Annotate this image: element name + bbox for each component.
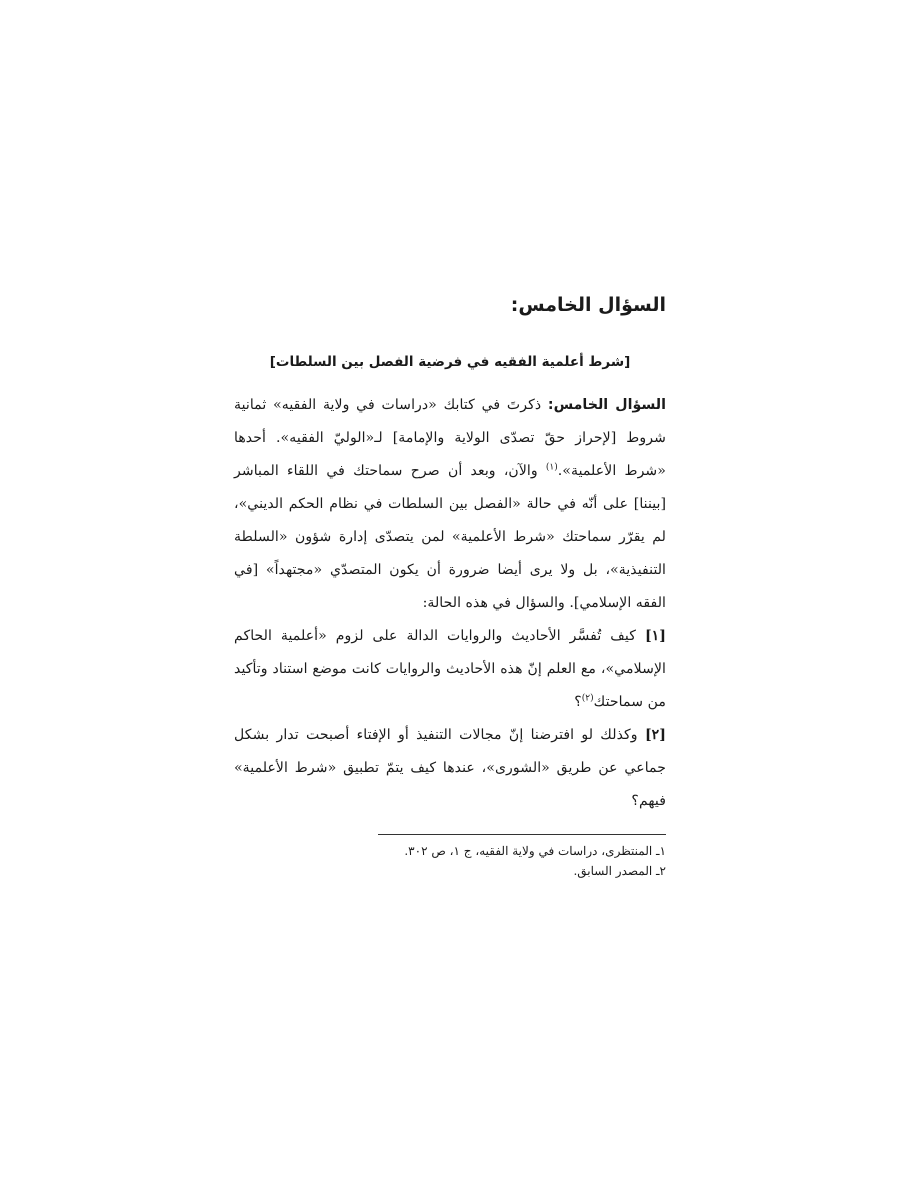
paragraph-question-intro bbox=[234, 389, 666, 620]
paragraph-text: وكذلك لو افترضنا إنّ مجالات التنفيذ أو الإفتاء أصبحت تدار بشكل جماعي عن طريق «الشورى»، عندها كيف يتمّ تطبيق «شرط الأعلمية» فيهم؟ bbox=[234, 727, 666, 810]
section-subtitle: [شرط أعلمية الفقيه في فرضية الفصل بين السلطات] bbox=[269, 353, 631, 370]
paragraph-lead: السؤال الخامس: bbox=[547, 397, 666, 414]
footnote-1: ١ـ المنتظرى، دراسات في ولاية الفقيه، ج ١، ص ٣٠٢. bbox=[404, 844, 666, 859]
point-number: [١] bbox=[644, 628, 666, 645]
paragraph-text: ؟ bbox=[574, 694, 582, 711]
book-page bbox=[234, 280, 666, 881]
footnote-2: ٢ـ المصدر السابق. bbox=[573, 864, 666, 879]
footnote-ref-1[interactable]: (١) bbox=[545, 462, 558, 473]
paragraph-text: كيف تُفسَّر الأحاديث والروايات الدالة على لزوم «أعلمية الحاكم الإسلامي»، مع العلم إنّ هذه الأحاديث والروايات كانت موضع استناد وتأكيد من سماحتك bbox=[234, 628, 666, 711]
footnotes bbox=[234, 841, 666, 881]
paragraph-point-2 bbox=[234, 719, 666, 818]
paragraph-point-1 bbox=[234, 620, 666, 719]
chapter-title: السؤال الخامس: bbox=[510, 294, 666, 316]
footnote-ref-2[interactable]: (٢) bbox=[581, 693, 594, 704]
paragraph-text: ذكرتَ في كتابك «دراسات في ولاية الفقيه» ثمانية شروط [لإحراز حقّ تصدّى الولاية والإمامة] لـ«الوليّ الفقيه». أحدها «شرط الأعلمية». bbox=[234, 397, 666, 480]
footnote-divider bbox=[378, 834, 666, 835]
point-number: [٢] bbox=[644, 727, 666, 744]
paragraph-text: والآن، وبعد أن صرح سماحتك في اللقاء المباشر [بيننا] على أنّه في حالة «الفصل بين السلطات في نظام الحكم الديني»، لم يقرّر سماحتك «شرط الأعلمية» لمن يتصدّى إدارة شؤون «السلطة التنفيذية»، بل ولا يرى أيضا ضرورة أن يكون المتصدّي «مجتهداً» [في الفقه الإسلامي]. والسؤال في هذه الحالة: bbox=[234, 463, 666, 612]
